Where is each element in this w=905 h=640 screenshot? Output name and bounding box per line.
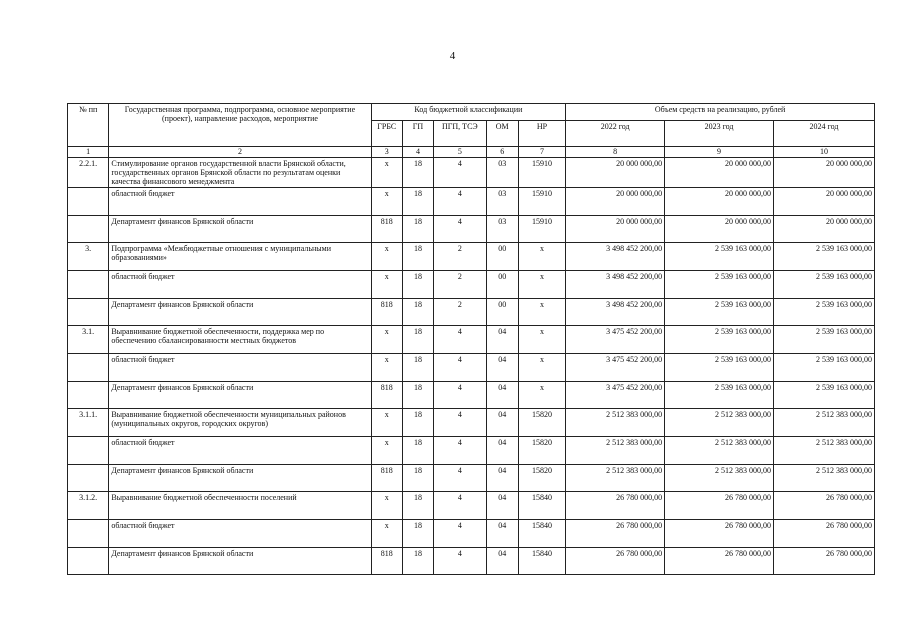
cell-ppgp: 4 <box>434 216 486 243</box>
cell-grbs: х <box>371 409 402 437</box>
row-name: Департамент финансов Брянской области <box>109 382 371 409</box>
cell-ppgp: 2 <box>434 271 486 299</box>
cell-gp: 18 <box>402 271 433 299</box>
row-name: Стимулирование органов государственной власти Брянской области, государственных органов Брянской области по результатам оценки качества финансового менеджмента <box>109 158 371 188</box>
cell-np: 15820 <box>518 437 565 465</box>
index-cell: 8 <box>566 147 665 158</box>
cell-2024: 2 539 163 000,00 <box>774 271 875 299</box>
cell-2023: 20 000 000,00 <box>665 188 774 216</box>
index-row <box>68 147 875 158</box>
row-name: Департамент финансов Брянской области <box>109 299 371 326</box>
cell-2024: 2 539 163 000,00 <box>774 382 875 409</box>
table-row <box>68 548 875 575</box>
cell-om: 04 <box>486 437 518 465</box>
header-ppgp: ПГП, ТСЭ <box>434 121 486 147</box>
budget-table <box>67 103 875 575</box>
cell-2024: 2 539 163 000,00 <box>774 326 875 354</box>
index-cell: 3 <box>371 147 402 158</box>
cell-grbs: х <box>371 243 402 271</box>
cell-grbs: х <box>371 158 402 188</box>
cell-om: 03 <box>486 158 518 188</box>
header-grbs: ГРБС <box>371 121 402 147</box>
cell-np: х <box>518 354 565 382</box>
table-row <box>68 188 875 216</box>
cell-2022: 3 498 452 200,00 <box>566 271 665 299</box>
cell-2024: 2 512 383 000,00 <box>774 465 875 492</box>
cell-grbs: 818 <box>371 382 402 409</box>
table-row <box>68 465 875 492</box>
cell-ppgp: 4 <box>434 354 486 382</box>
cell-2024: 26 780 000,00 <box>774 492 875 520</box>
cell-np: х <box>518 271 565 299</box>
cell-om: 04 <box>486 382 518 409</box>
row-number: 3.1.1. <box>68 409 109 437</box>
cell-np: 15820 <box>518 409 565 437</box>
index-cell: 5 <box>434 147 486 158</box>
cell-om: 04 <box>486 465 518 492</box>
row-number <box>68 548 109 575</box>
cell-ppgp: 4 <box>434 465 486 492</box>
cell-2023: 2 539 163 000,00 <box>665 354 774 382</box>
cell-2024: 20 000 000,00 <box>774 158 875 188</box>
index-cell: 1 <box>68 147 109 158</box>
header-budget-code: Код бюджетной классификации <box>371 104 566 121</box>
cell-grbs: 818 <box>371 465 402 492</box>
header-2024: 2024 год <box>774 121 875 147</box>
row-number: 3.1.2. <box>68 492 109 520</box>
row-number <box>68 465 109 492</box>
row-number <box>68 216 109 243</box>
cell-grbs: х <box>371 326 402 354</box>
cell-ppgp: 2 <box>434 243 486 271</box>
cell-ppgp: 4 <box>434 326 486 354</box>
cell-om: 03 <box>486 216 518 243</box>
row-number <box>68 382 109 409</box>
cell-gp: 18 <box>402 299 433 326</box>
row-number: 3. <box>68 243 109 271</box>
page-number: 4 <box>449 50 456 62</box>
row-number <box>68 520 109 548</box>
row-name: Выравнивание бюджетной обеспеченности муниципальных районов (муниципальных округов, городских округов) <box>109 409 371 437</box>
row-number: 3.1. <box>68 326 109 354</box>
index-cell: 7 <box>518 147 565 158</box>
cell-2023: 2 539 163 000,00 <box>665 299 774 326</box>
cell-2023: 20 000 000,00 <box>665 158 774 188</box>
cell-2024: 20 000 000,00 <box>774 216 875 243</box>
cell-2022: 3 498 452 200,00 <box>566 243 665 271</box>
cell-2022: 20 000 000,00 <box>566 188 665 216</box>
cell-ppgp: 4 <box>434 409 486 437</box>
cell-gp: 18 <box>402 354 433 382</box>
cell-2023: 26 780 000,00 <box>665 492 774 520</box>
cell-ppgp: 4 <box>434 492 486 520</box>
row-number <box>68 299 109 326</box>
index-cell: 10 <box>774 147 875 158</box>
cell-2023: 2 539 163 000,00 <box>665 243 774 271</box>
table-row <box>68 271 875 299</box>
cell-2023: 2 512 383 000,00 <box>665 409 774 437</box>
cell-ppgp: 4 <box>434 548 486 575</box>
cell-gp: 18 <box>402 188 433 216</box>
cell-2022: 2 512 383 000,00 <box>566 437 665 465</box>
cell-om: 03 <box>486 188 518 216</box>
cell-gp: 18 <box>402 437 433 465</box>
table-row <box>68 243 875 271</box>
cell-om: 04 <box>486 548 518 575</box>
cell-gp: 18 <box>402 158 433 188</box>
cell-2023: 20 000 000,00 <box>665 216 774 243</box>
cell-gp: 18 <box>402 326 433 354</box>
cell-om: 04 <box>486 409 518 437</box>
cell-2023: 26 780 000,00 <box>665 520 774 548</box>
cell-ppgp: 4 <box>434 437 486 465</box>
cell-2023: 26 780 000,00 <box>665 548 774 575</box>
cell-grbs: 818 <box>371 548 402 575</box>
cell-ppgp: 4 <box>434 188 486 216</box>
row-name: областной бюджет <box>109 437 371 465</box>
cell-om: 00 <box>486 243 518 271</box>
cell-np: 15910 <box>518 216 565 243</box>
cell-2024: 2 512 383 000,00 <box>774 409 875 437</box>
cell-2022: 20 000 000,00 <box>566 216 665 243</box>
row-number <box>68 188 109 216</box>
cell-2023: 2 512 383 000,00 <box>665 437 774 465</box>
cell-ppgp: 4 <box>434 158 486 188</box>
cell-2023: 2 539 163 000,00 <box>665 326 774 354</box>
cell-2024: 2 539 163 000,00 <box>774 299 875 326</box>
header-program: Государственная программа, подпрограмма, основное мероприятие (проект), направление расходов, мероприятие <box>109 104 371 147</box>
table-row <box>68 326 875 354</box>
cell-np: 15840 <box>518 548 565 575</box>
cell-gp: 18 <box>402 382 433 409</box>
cell-2023: 2 539 163 000,00 <box>665 382 774 409</box>
row-name: областной бюджет <box>109 520 371 548</box>
header-gp: ГП <box>402 121 433 147</box>
row-number <box>68 354 109 382</box>
cell-om: 04 <box>486 326 518 354</box>
cell-np: 15910 <box>518 188 565 216</box>
cell-2024: 2 539 163 000,00 <box>774 243 875 271</box>
cell-2024: 2 539 163 000,00 <box>774 354 875 382</box>
header-np: НР <box>518 121 565 147</box>
header-2023: 2023 год <box>665 121 774 147</box>
cell-2024: 26 780 000,00 <box>774 520 875 548</box>
table-row <box>68 492 875 520</box>
cell-2022: 26 780 000,00 <box>566 548 665 575</box>
row-number <box>68 437 109 465</box>
cell-gp: 18 <box>402 492 433 520</box>
cell-2022: 2 512 383 000,00 <box>566 465 665 492</box>
header-volume: Объем средств на реализацию, рублей <box>566 104 875 121</box>
cell-ppgp: 2 <box>434 299 486 326</box>
row-number: 2.2.1. <box>68 158 109 188</box>
cell-grbs: 818 <box>371 299 402 326</box>
cell-grbs: х <box>371 492 402 520</box>
index-cell: 2 <box>109 147 371 158</box>
cell-gp: 18 <box>402 520 433 548</box>
cell-np: х <box>518 243 565 271</box>
row-name: областной бюджет <box>109 354 371 382</box>
index-cell: 9 <box>665 147 774 158</box>
cell-om: 00 <box>486 299 518 326</box>
row-name: областной бюджет <box>109 271 371 299</box>
table-row <box>68 409 875 437</box>
cell-om: 00 <box>486 271 518 299</box>
cell-om: 04 <box>486 492 518 520</box>
header-om: ОМ <box>486 121 518 147</box>
cell-om: 04 <box>486 354 518 382</box>
cell-2022: 26 780 000,00 <box>566 520 665 548</box>
cell-2022: 2 512 383 000,00 <box>566 409 665 437</box>
cell-gp: 18 <box>402 243 433 271</box>
row-name: Подпрограмма «Межбюджетные отношения с муниципальными образованиями» <box>109 243 371 271</box>
cell-2022: 26 780 000,00 <box>566 492 665 520</box>
header-2022: 2022 год <box>566 121 665 147</box>
cell-2022: 3 475 452 200,00 <box>566 382 665 409</box>
cell-np: х <box>518 382 565 409</box>
cell-np: х <box>518 299 565 326</box>
cell-np: 15840 <box>518 520 565 548</box>
row-name: Департамент финансов Брянской области <box>109 465 371 492</box>
cell-np: 15910 <box>518 158 565 188</box>
cell-2022: 3 498 452 200,00 <box>566 299 665 326</box>
cell-2024: 2 512 383 000,00 <box>774 437 875 465</box>
cell-np: 15820 <box>518 465 565 492</box>
table-row <box>68 437 875 465</box>
header-num: № пп <box>68 104 109 147</box>
cell-np: 15840 <box>518 492 565 520</box>
cell-gp: 18 <box>402 465 433 492</box>
cell-2023: 2 512 383 000,00 <box>665 465 774 492</box>
table-row <box>68 158 875 188</box>
row-name: Департамент финансов Брянской области <box>109 216 371 243</box>
cell-2024: 20 000 000,00 <box>774 188 875 216</box>
cell-2024: 26 780 000,00 <box>774 548 875 575</box>
cell-grbs: х <box>371 437 402 465</box>
cell-om: 04 <box>486 520 518 548</box>
table-row <box>68 299 875 326</box>
index-cell: 6 <box>486 147 518 158</box>
row-name: Выравнивание бюджетной обеспеченности поселений <box>109 492 371 520</box>
row-name: Департамент финансов Брянской области <box>109 548 371 575</box>
cell-2023: 2 539 163 000,00 <box>665 271 774 299</box>
index-cell: 4 <box>402 147 433 158</box>
cell-ppgp: 4 <box>434 382 486 409</box>
table-row <box>68 354 875 382</box>
cell-grbs: х <box>371 354 402 382</box>
cell-grbs: х <box>371 188 402 216</box>
cell-grbs: 818 <box>371 216 402 243</box>
row-name: областной бюджет <box>109 188 371 216</box>
cell-2022: 3 475 452 200,00 <box>566 354 665 382</box>
row-number <box>68 271 109 299</box>
cell-gp: 18 <box>402 409 433 437</box>
cell-grbs: х <box>371 520 402 548</box>
cell-gp: 18 <box>402 548 433 575</box>
cell-np: х <box>518 326 565 354</box>
table-row <box>68 520 875 548</box>
table-row <box>68 382 875 409</box>
cell-2022: 20 000 000,00 <box>566 158 665 188</box>
cell-gp: 18 <box>402 216 433 243</box>
cell-2022: 3 475 452 200,00 <box>566 326 665 354</box>
row-name: Выравнивание бюджетной обеспеченности, поддержка мер по обеспечению сбалансированности местных бюджетов <box>109 326 371 354</box>
cell-grbs: х <box>371 271 402 299</box>
cell-ppgp: 4 <box>434 520 486 548</box>
table-row <box>68 216 875 243</box>
